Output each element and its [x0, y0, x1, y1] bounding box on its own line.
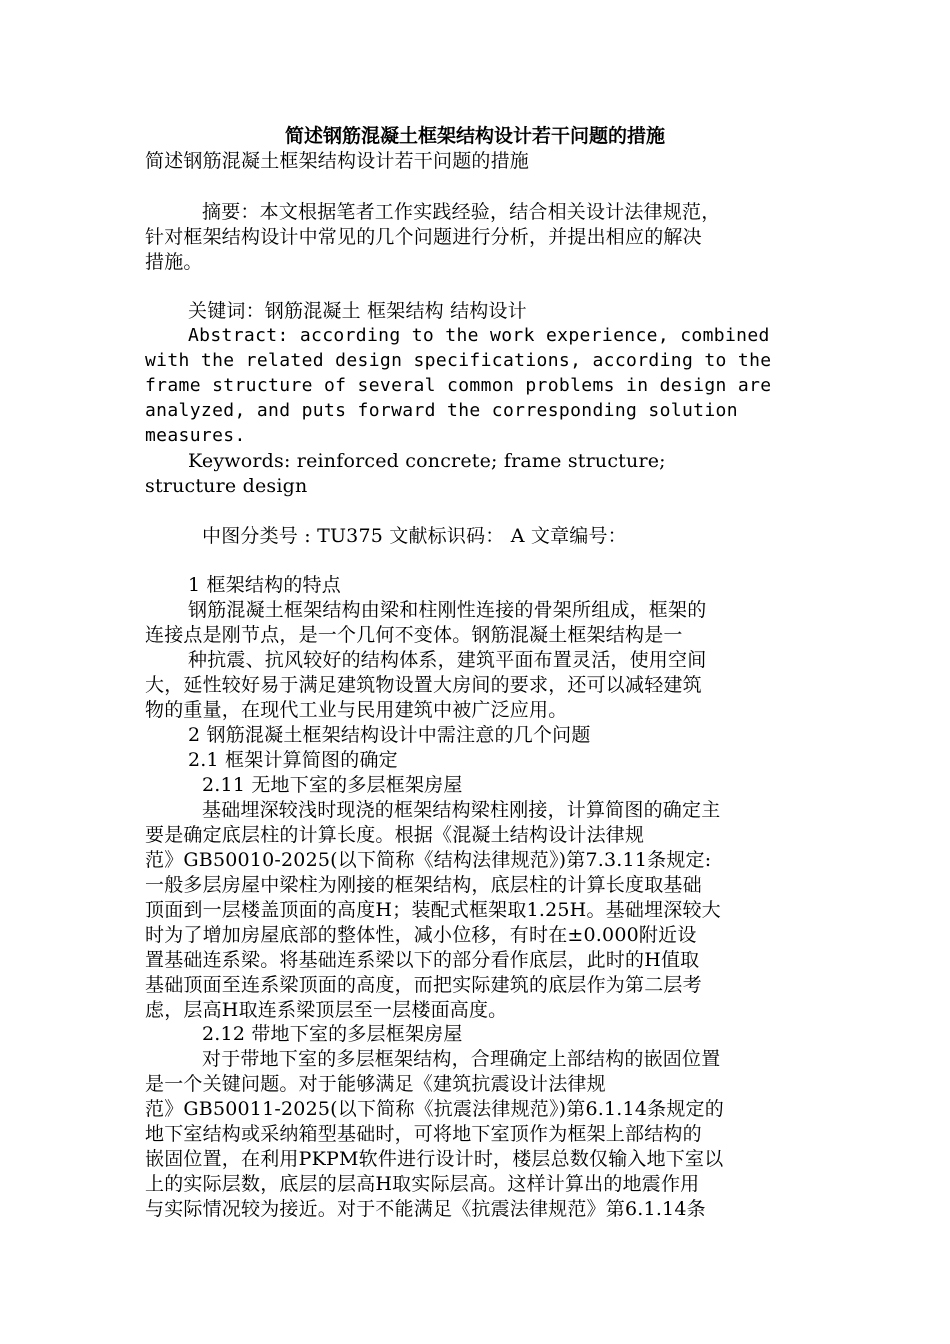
keywords-en-line: Keywords: reinforced concrete; frame structure; — [188, 450, 666, 472]
paragraph-line: 嵌固位置，在利用PKPM软件进行设计时，楼层总数仅输入地下室以 — [145, 1148, 724, 1170]
paragraph-line: 钢筋混凝土框架结构由梁和柱刚性连接的骨架所组成，框架的 — [188, 599, 707, 621]
paragraph-line: 上的实际层数，底层的层高H取实际层高。这样计算出的地震作用 — [145, 1173, 700, 1195]
document-title: 简述钢筋混凝土框架结构设计若干问题的措施 — [284, 125, 665, 147]
abstract-en-line: analyzed, and puts forward the corresponding solution — [145, 400, 738, 421]
paragraph-line: 范》GB50010-2025(以下简称《结构法律规范》)第7.3.11条规定: — [145, 849, 712, 871]
keywords-cn-line: 关键词：钢筋混凝土 框架结构 结构设计 — [188, 300, 527, 322]
paragraph-line: 种抗震、抗风较好的结构体系，建筑平面布置灵活，使用空间 — [188, 649, 707, 671]
subtitle-line: 简述钢筋混凝土框架结构设计若干问题的措施 — [145, 150, 530, 172]
section-heading: 2 钢筋混凝土框架结构设计中需注意的几个问题 — [188, 724, 591, 746]
paragraph-line: 大，延性较好易于满足建筑物设置大房间的要求，还可以减轻建筑 — [145, 674, 702, 696]
abstract-en-line: with the related design specifications, according to the — [145, 350, 772, 371]
keywords-en-line: structure design — [145, 475, 308, 497]
paragraph-line: 置基础连系梁。将基础连系梁以下的部分看作底层，此时的H值取 — [145, 949, 700, 971]
paragraph-line: 是一个关键问题。对于能够满足《建筑抗震设计法律规 — [145, 1073, 606, 1095]
abstract-en-line: measures. — [145, 425, 246, 446]
paragraph-line: 顶面到一层楼盖顶面的高度H；装配式框架取1.25H。基础埋深较大 — [145, 899, 721, 921]
paragraph-line: 地下室结构或采纳箱型基础时，可将地下室顶作为框架上部结构的 — [145, 1123, 702, 1145]
paragraph-line: 物的重量，在现代工业与民用建筑中被广泛应用。 — [145, 699, 568, 721]
paragraph-line: 范》GB50011-2025(以下简称《抗震法律规范》)第6.1.14条规定的 — [145, 1098, 724, 1120]
abstract-cn-line: 针对框架结构设计中常见的几个问题进行分析，并提出相应的解决 — [145, 226, 702, 248]
abstract-en-line: Abstract: according to the work experience, combined — [188, 325, 770, 346]
paragraph-line: 基础顶面至连系梁顶面的高度，而把实际建筑的底层作为第二层考 — [145, 974, 702, 996]
paragraph-line: 连接点是刚节点，是一个几何不变体。钢筋混凝土框架结构是一 — [145, 624, 683, 646]
paragraph-line: 对于带地下室的多层框架结构，合理确定上部结构的嵌固位置 — [202, 1048, 721, 1070]
abstract-en-line: frame structure of several common problems in design are — [145, 375, 772, 396]
paragraph-line: 基础埋深较浅时现浇的框架结构梁柱刚接，计算简图的确定主 — [202, 799, 721, 821]
paragraph-line: 要是确定底层柱的计算长度。根据《混凝土结构设计法律规 — [145, 824, 645, 846]
abstract-cn-line: 措施。 — [145, 251, 203, 273]
classification-line: 中图分类号 : TU375 文献标识码： A 文章编号： — [202, 525, 627, 547]
paragraph-line: 虑，层高H取连系梁顶层至一层楼面高度。 — [145, 999, 508, 1021]
paragraph-line: 一般多层房屋中梁柱为刚接的框架结构，底层柱的计算长度取基础 — [145, 874, 702, 896]
abstract-cn-line: 摘要：本文根据笔者工作实践经验，结合相关设计法律规范， — [202, 201, 721, 223]
paragraph-line: 时为了增加房屋底部的整体性，减小位移，有时在±0.000附近设 — [145, 924, 697, 946]
subsubsection-heading: 2.12 带地下室的多层框架房屋 — [202, 1023, 463, 1045]
section-heading: 1 框架结构的特点 — [188, 574, 341, 596]
subsubsection-heading: 2.11 无地下室的多层框架房屋 — [202, 774, 463, 796]
subsection-heading: 2.1 框架计算简图的确定 — [188, 749, 398, 771]
paragraph-line: 与实际情况较为接近。对于不能满足《抗震法律规范》第6.1.14条 — [145, 1198, 706, 1220]
